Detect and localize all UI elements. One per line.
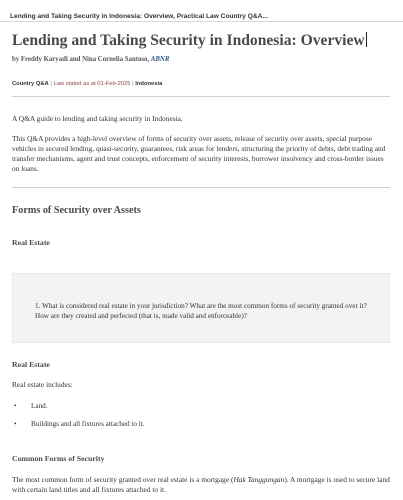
divider (12, 96, 390, 97)
meta-separator: | (132, 81, 134, 87)
subsection-title: Real Estate (12, 238, 50, 247)
byline (12, 56, 390, 63)
meta-separator: | (50, 81, 52, 87)
document-header-bar (0, 0, 403, 22)
list-item (12, 401, 390, 411)
intro-paragraph: This Q&A provides a high-level overview of forms of security over assets, release of security over assets, special purpose vehicles in secured lending, quasi-security, guarantees, risk areas for lenders, structuring the priority of debts, debt trading and transfer mechanisms, agent and trust concepts, enforcement of security interests, borrower insolvency and cross-border issues on loans. (12, 134, 386, 173)
divider (12, 187, 390, 188)
list-item (12, 419, 390, 429)
question-text: 1. What is considered real estate in your jurisdiction? What are the most common forms of security granted over it? How are they created and perfected (that is, made valid and enforceable)? (35, 302, 367, 320)
common-forms-heading: Common Forms of Security (12, 454, 105, 463)
section-title: Forms of Security over Assets (12, 205, 141, 216)
common-forms-text-start: The most common form of security granted over real estate is a mortgage ( (12, 475, 234, 484)
question-box (12, 273, 390, 343)
common-forms-text-end: ). A mortgage is used to secure land with certain land titles and all fixtures attached to it. (12, 475, 390, 494)
intro-paragraph: A Q&A guide to lending and taking security in Indonesia. (12, 114, 183, 123)
document-meta (12, 81, 390, 87)
firm-link[interactable]: ABNR (150, 56, 170, 63)
page-title (12, 32, 390, 50)
mortgage-term: Hak Tanggungan (233, 475, 285, 484)
article (0, 32, 403, 87)
jurisdiction[interactable]: Indonesia (135, 81, 163, 87)
document-type: Country Q&A (12, 81, 49, 87)
text-cursor (366, 32, 367, 47)
authors: by Freddy Karyadi and Nina Cornelia Santoso, (12, 56, 150, 63)
answer-intro: Real estate includes: (12, 380, 73, 389)
list-item-text: Buildings and all fixtures attached to it. (31, 420, 145, 428)
page-title-text: Lending and Taking Security in Indonesia: Overview (12, 32, 365, 49)
answer-heading: Real Estate (12, 360, 50, 369)
common-forms-text (12, 475, 390, 495)
answer-list (12, 401, 390, 429)
law-stated-date: Law stated as at 01-Feb-2025 (53, 81, 131, 87)
bullet-icon: • (14, 420, 17, 428)
breadcrumb: Lending and Taking Security in Indonesia: Overview, Practical Law Country Q&A... (10, 13, 268, 20)
bullet-icon: • (14, 402, 17, 410)
list-item-text: Land. (31, 402, 48, 410)
